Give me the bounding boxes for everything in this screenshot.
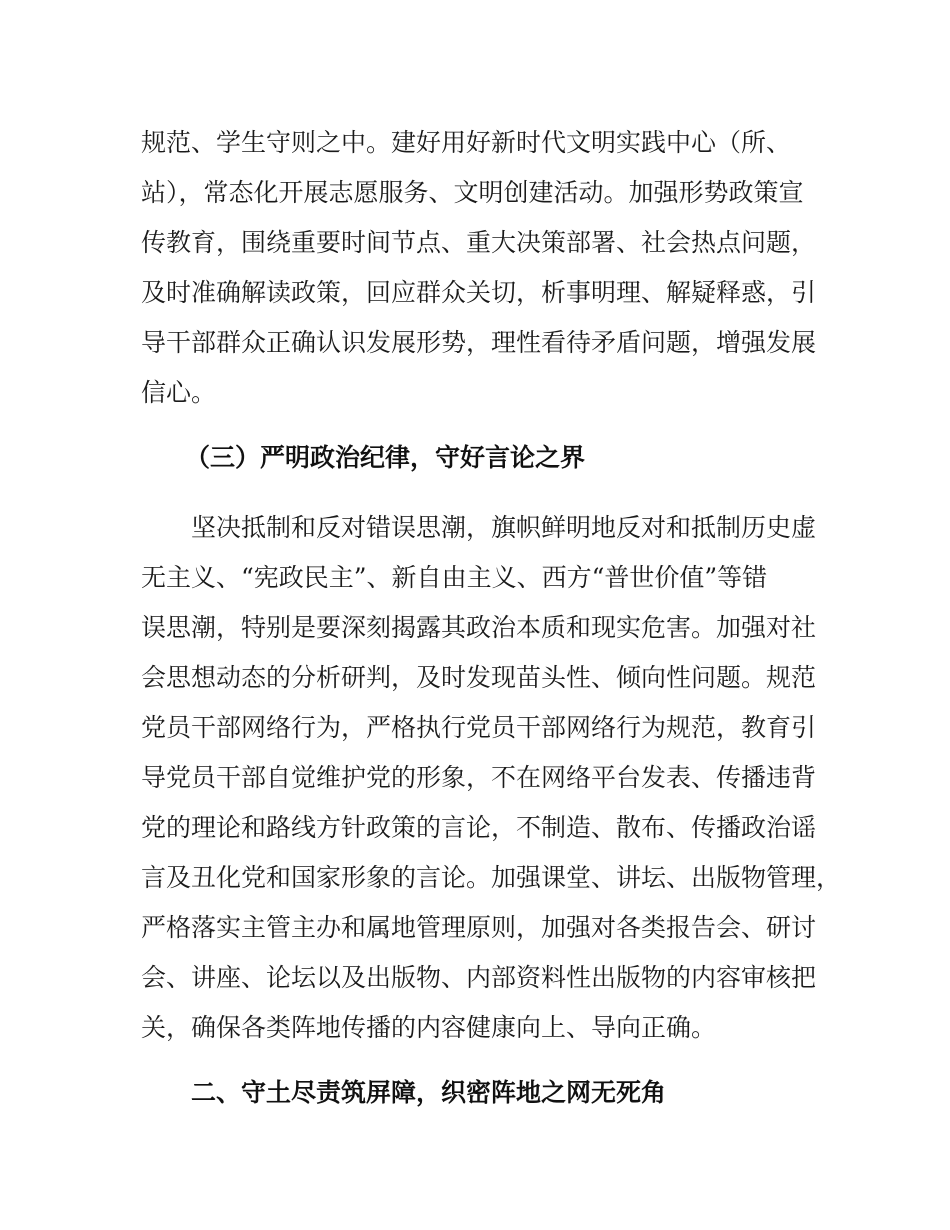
section-2-heading: 二、守土尽责筑屏障，织密阵地之网无死角 bbox=[191, 1078, 667, 1107]
para1-line-5: 导干部群众正确认识发展形势，理性看待矛盾问题，增强发展 bbox=[141, 328, 817, 357]
para1-line-2: 站），常态化开展志愿服务、文明创建活动。加强形势政策宣 bbox=[141, 178, 804, 207]
para1-line-3: 传教育，围绕重要时间节点、重大决策部署、社会热点问题， bbox=[141, 228, 817, 257]
para2-line-8: 言及丑化党和国家形象的言论。加强课堂、讲坛、出版物管理， bbox=[141, 863, 842, 892]
para2-line-5: 党员干部网络行为，严格执行党员干部网络行为规范，教育引 bbox=[141, 713, 817, 742]
para1-line-4: 及时准确解读政策，回应群众关切，析事明理、解疑释惑，引 bbox=[141, 278, 817, 307]
para1-line-6: 信心。 bbox=[141, 378, 217, 407]
para2-line-7: 党的理论和路线方针政策的言论，不制造、散布、传播政治谣 bbox=[141, 813, 817, 842]
section-3-heading: （三）严明政治纪律，守好言论之界 bbox=[185, 443, 586, 472]
para2-line-1: 坚决抵制和反对错误思潮，旗帜鲜明地反对和抵制历史虚 bbox=[191, 513, 817, 542]
para2-line-2: 无主义、“宪政民主”、新自由主义、西方“普世价值”等错 bbox=[141, 563, 768, 592]
para2-line-3: 误思潮，特别是要深刻揭露其政治本质和现实危害。加强对社 bbox=[141, 613, 817, 642]
para2-line-11: 关，确保各类阵地传播的内容健康向上、导向正确。 bbox=[141, 1013, 717, 1042]
para2-line-6: 导党员干部自觉维护党的形象，不在网络平台发表、传播违背 bbox=[141, 763, 817, 792]
para2-line-4: 会思想动态的分析研判，及时发现苗头性、倾向性问题。规范 bbox=[141, 663, 817, 692]
para2-line-10: 会、讲座、论坛以及出版物、内部资料性出版物的内容审核把 bbox=[141, 963, 817, 992]
para2-line-9: 严格落实主管主办和属地管理原则，加强对各类报告会、研讨 bbox=[141, 913, 817, 942]
para1-line-1: 规范、学生守则之中。建好用好新时代文明实践中心（所、 bbox=[141, 128, 792, 157]
